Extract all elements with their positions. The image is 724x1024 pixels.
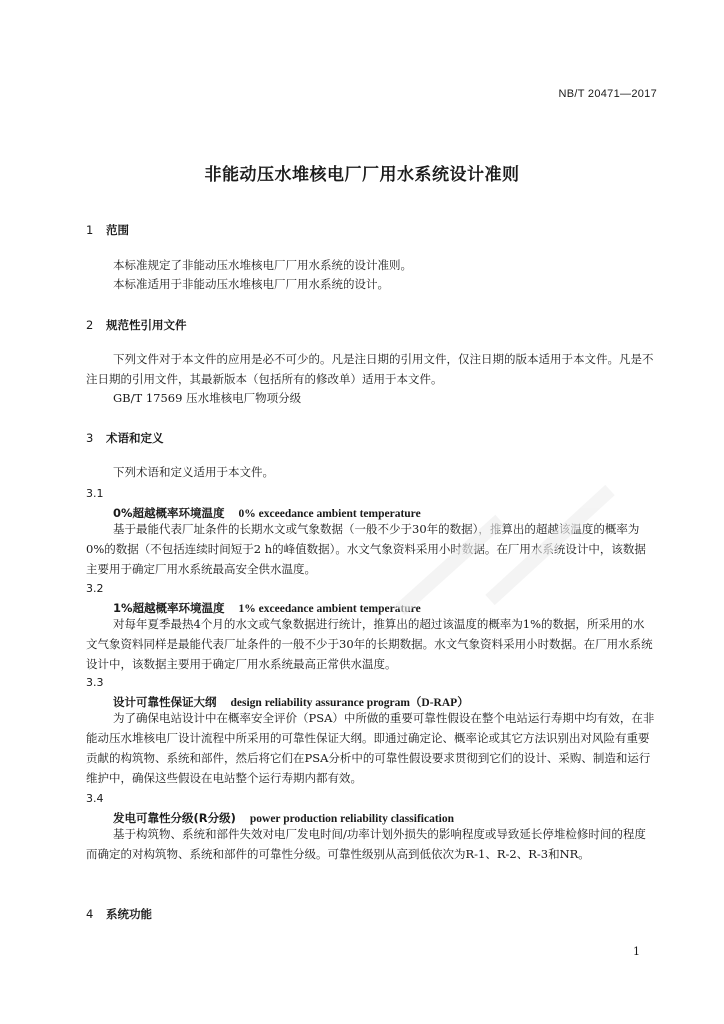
normative-references-paragraph: 下列文件对于本文件的应用是必不可少的。凡是注日期的引用文件，仅注日期的版本适用于本文件。凡是不注日期的引用文件，其最新版本（包括所有的修改单）适用于本文件。 (86, 352, 654, 386)
section-title: 术语和定义 (106, 431, 164, 445)
term-definition: 基于最能代表厂址条件的长期水文或气象数据（一般不少于30年的数据），推算出的超越该温度的概率为0%的数据（不包括连续时间短于2 h的峰值数据）。水文气象资料采用小时数据。在厂用水系统设计中，该数据主要用于确定厂用水系统最高安全供水温度。 (86, 522, 646, 576)
term-en: 0% exceedance ambient temperature (238, 508, 421, 520)
clause-number: 3.1 (86, 487, 104, 500)
section-title: 系统功能 (106, 907, 152, 921)
term-en: power production reliability classification (249, 813, 455, 825)
term-zh: 发电可靠性分级(R分级) (113, 811, 236, 825)
terms-intro: 下列术语和定义适用于本文件。 (113, 465, 274, 479)
section-number: 4 (86, 907, 94, 921)
section-4-heading (86, 906, 152, 922)
clause-number: 3.2 (86, 582, 104, 595)
page-number: 1 (633, 945, 640, 958)
section-title: 规范性引用文件 (106, 318, 187, 332)
term-zh: 1%超越概率环境温度 (113, 601, 225, 615)
standard-code: NB/T 20471—2017 (558, 88, 657, 100)
clause-number: 3.3 (86, 676, 104, 689)
section-2-heading (86, 317, 187, 333)
section-number: 1 (86, 223, 94, 237)
section-1-heading (86, 222, 129, 238)
scope-line-2: 本标准适用于非能动压水堆核电厂厂用水系统的设计。 (113, 277, 389, 291)
term-en: 1% exceedance ambient temperature (238, 603, 421, 615)
term-definition: 对每年夏季最热4个月的水文或气象数据进行统计，推算出的超过该温度的概率为1%的数据，所采用的水文气象资料同样是最能代表厂址条件的一般不少于30年的长期数据。水文气象资料采用小时数据。在厂用水系统设计中，该数据主要用于确定厂用水系统最高正常供水温度。 (86, 617, 653, 671)
term-definition: 为了确保电站设计中在概率安全评价（PSA）中所做的重要可靠性假设在整个电站运行寿期中均有效，在非能动压水堆核电厂设计流程中所采用的可靠性保证大纲。即通过确定论、概率论或其它方法识别出对风险有重要贡献的构筑物、系统和部件，然后将它们在PSA分析中的可靠性假设要求贯彻到它们的设计、采购、制造和运行维护中，确保这些假设在电站整个运行寿期内都有效。 (86, 711, 655, 785)
scope-line-1: 本标准规定了非能动压水堆核电厂厂用水系统的设计准则。 (113, 258, 412, 272)
clause-number: 3.4 (86, 792, 104, 805)
section-title: 范围 (106, 223, 129, 237)
term-zh: 设计可靠性保证大纲 (113, 695, 217, 709)
section-number: 2 (86, 318, 94, 332)
term-en: design reliability assurance program（D-RAP） (230, 697, 469, 709)
term-definition: 基于构筑物、系统和部件失效对电厂发电时间/功率计划外损失的影响程度或导致延长停堆检修时间的程度而确定的对构筑物、系统和部件的可靠性分级。可靠性级别从高到低依次为R-1、R-2、R-3和NR。 (86, 827, 646, 861)
document-title: 非能动压水堆核电厂厂用水系统设计准则 (204, 165, 520, 185)
reference-item: GB/T 17569 压水堆核电厂物项分级 (113, 391, 302, 405)
section-3-heading (86, 430, 164, 446)
term-zh: 0%超越概率环境温度 (113, 506, 225, 520)
section-number: 3 (86, 431, 94, 445)
